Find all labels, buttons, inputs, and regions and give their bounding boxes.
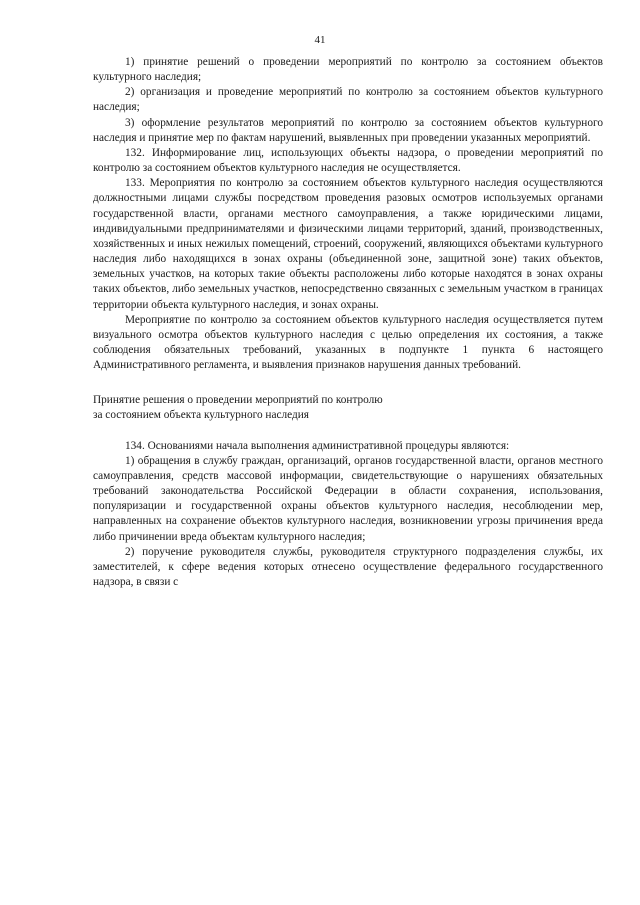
section-heading xyxy=(93,393,603,423)
paragraph-item-1: 1) принятие решений о проведении мероприятий по контролю за состоянием объектов культурного наследия; xyxy=(93,56,603,84)
paragraph-item-2: 2) организация и проведение мероприятий по контролю за состоянием объектов культурного наследия; xyxy=(93,86,603,114)
paragraph-134-item-1: 1) обращения в службу граждан, организаций, органов государственной власти, органов местного самоуправления, средств массовой информации, свидетельствующие о нарушениях обязательных требований законодательства Российской Федерации в области сохранения, использования, популяризации и государственной охраны объектов культурного наследия, несоблюдении мер, направленных на сохранение объектов культурного наследия, возникновении угрозы причинения вреда либо причинении вреда объектам культурного наследия; xyxy=(93,454,603,543)
document-body xyxy=(93,55,603,590)
page-number: 41 xyxy=(314,34,326,46)
section-heading-line-1: Принятие решения о проведении мероприятий по контролю xyxy=(93,394,383,407)
paragraph-133: 133. Мероприятия по контролю за состоянием объектов культурного наследия осуществляются должностными лицами службы посредством проведения разовых осмотров используемых органами государственной власти, органами местного самоуправления, а также юридическими лицами, индивидуальными предпринимателями и физическими лицами территорий, зданий, производственных, хозяйственных и иных нежилых помещений, строений, сооружений, являющихся объектами культурного наследия либо находящихся в зонах охраны (объединенной зоне, защитной зоне) таких объектов, земельных участков, на которых такие объекты расположены либо которые находятся в зонах охраны таких объектов, либо земельных участков, непосредственно связанных с земельным участком в границах территории объекта культурного наследия, и зонах охраны. xyxy=(93,177,603,311)
section-heading-line-2: за состоянием объекта культурного наследия xyxy=(93,409,309,422)
paragraph-134-item-2: 2) поручение руководителя службы, руководителя структурного подразделения службы, их заместителей, к сфере ведения которых отнесено осуществление федерального государственного надзора, в связи с xyxy=(93,545,603,588)
paragraph-132: 132. Информирование лиц, использующих объекты надзора, о проведении мероприятий по контролю за состоянием объектов культурного наследия не осуществляется. xyxy=(93,146,603,175)
paragraph-134: 134. Основаниями начала выполнения административной процедуры являются: xyxy=(125,439,510,452)
paragraph-inspection-method: Мероприятие по контролю за состоянием объектов культурного наследия осуществляется путем визуального осмотра объектов культурного наследия с целью определения их состояния, а также соблюдения обязательных требований, указанных в подпункте 1 пункта 6 настоящего Административного регламента, и выявления признаков нарушения данных требований. xyxy=(93,313,603,372)
paragraph-item-3: 3) оформление результатов мероприятий по контролю за состоянием объектов культурного наследия и принятие мер по фактам нарушений, выявленных при проведении указанных мероприятий. xyxy=(93,116,603,144)
